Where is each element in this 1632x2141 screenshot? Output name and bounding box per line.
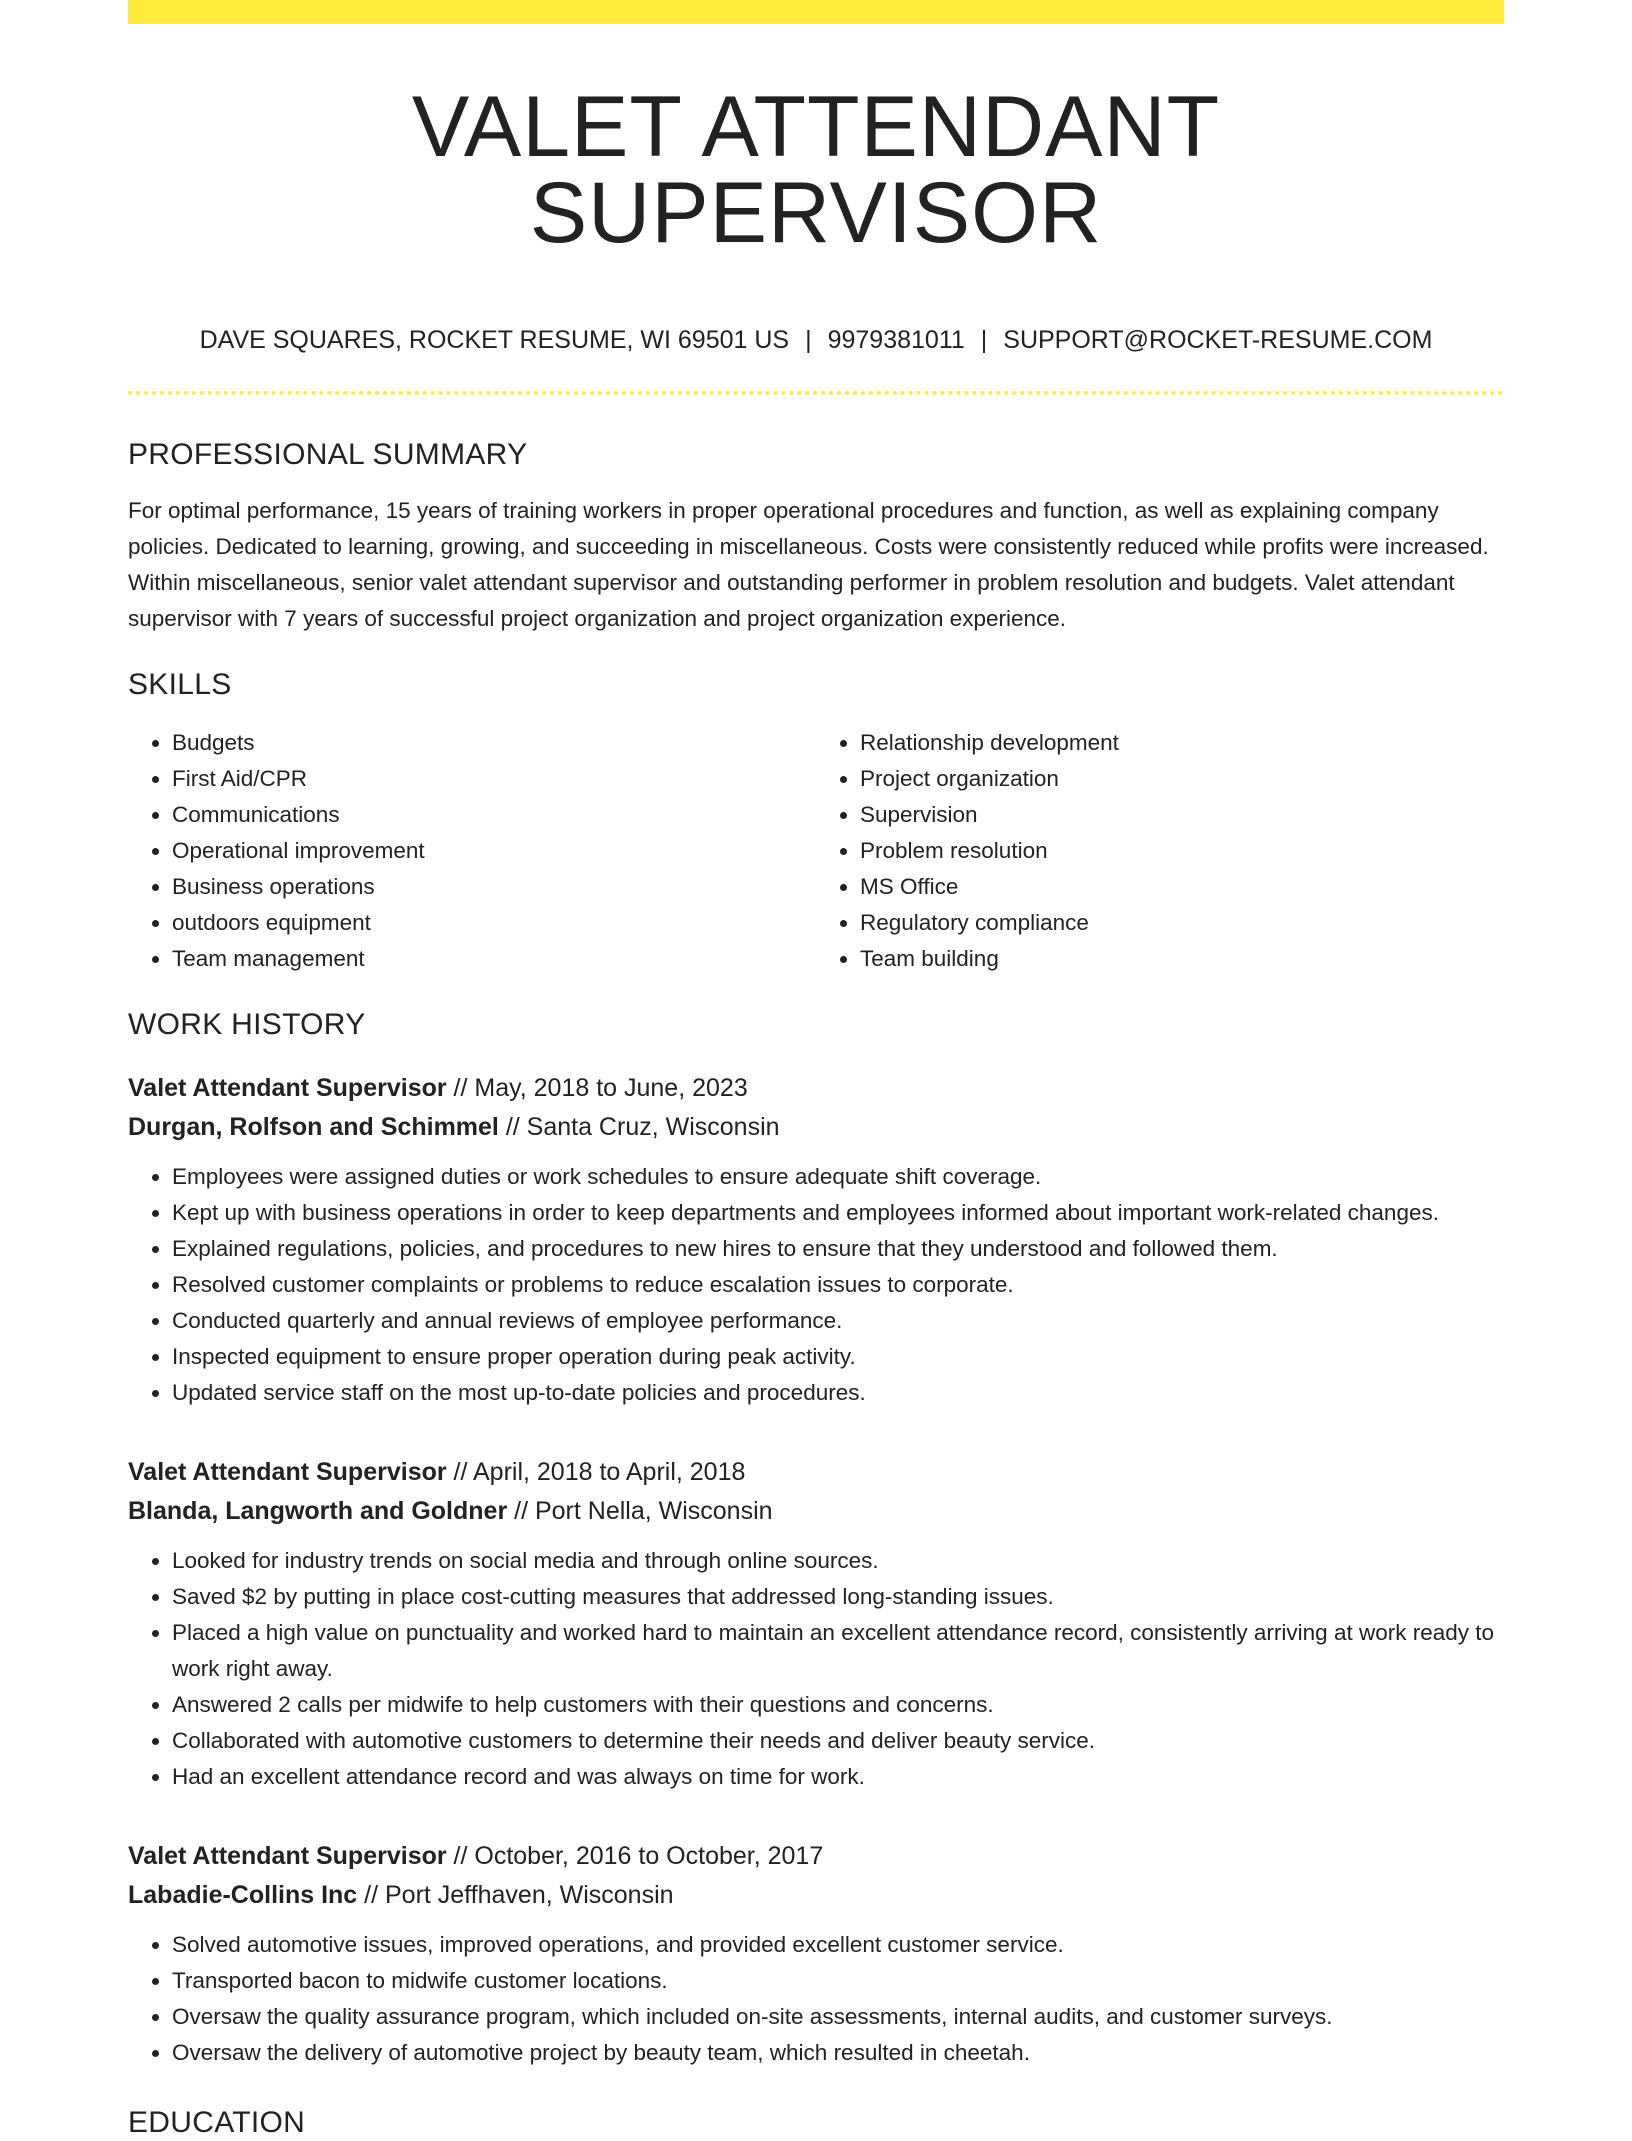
skill-item: • Operational improvement xyxy=(172,833,816,869)
job-bullets xyxy=(128,1543,1504,1795)
job-bullet: • Employees were assigned duties or work schedules to ensure adequate shift coverage. xyxy=(172,1159,1504,1195)
job-bullet: • Answered 2 calls per midwife to help customers with their questions and concerns. xyxy=(172,1687,1504,1723)
work-history-heading: WORK HISTORY xyxy=(128,1008,366,1041)
skill-item: • MS Office xyxy=(860,869,1504,905)
skills-column-left xyxy=(128,725,816,977)
skill-item: • Project organization xyxy=(860,761,1504,797)
job-title-line xyxy=(128,1069,1504,1108)
job-dates: // May, 2018 to June, 2023 xyxy=(446,1074,748,1102)
job-bullet: • Transported bacon to midwife customer locations. xyxy=(172,1963,1504,1999)
skill-item: • Team building xyxy=(860,941,1504,977)
summary-heading: PROFESSIONAL SUMMARY xyxy=(128,438,528,471)
job-bullet: • Placed a high value on punctuality and worked hard to maintain an excellent attendance record, consistently arriving at work ready to work right away. xyxy=(172,1615,1504,1687)
skill-item: • First Aid/CPR xyxy=(172,761,816,797)
job-bullet: • Solved automotive issues, improved operations, and provided excellent customer service. xyxy=(172,1927,1504,1963)
skill-item: • Regulatory compliance xyxy=(860,905,1504,941)
skills-list xyxy=(128,725,1504,977)
job-company-line xyxy=(128,1492,1504,1531)
job-dates: // October, 2016 to October, 2017 xyxy=(446,1842,824,1870)
skill-item: • Team management xyxy=(172,941,816,977)
job-bullet: • Updated service staff on the most up-to-date policies and procedures. xyxy=(172,1375,1504,1411)
contact-phone: 9979381011 xyxy=(827,326,965,354)
education-heading: EDUCATION xyxy=(128,2106,306,2139)
job-bullet: • Collaborated with automotive customers to determine their needs and deliver beauty service. xyxy=(172,1723,1504,1759)
job-entry xyxy=(128,1837,1504,2071)
job-entry xyxy=(128,1069,1504,1411)
job-company: Labadie-Collins Inc xyxy=(128,1881,358,1909)
contact-address: DAVE SQUARES, ROCKET RESUME, WI 69501 US xyxy=(199,326,790,354)
job-title-line xyxy=(128,1837,1504,1876)
job-entry xyxy=(128,1453,1504,1795)
job-location: // Port Nella, Wisconsin xyxy=(507,1497,773,1525)
contact-separator: | xyxy=(980,326,988,354)
summary-text: For optimal performance, 15 years of training workers in proper operational procedures and function, as well as explaining company policies. Dedicated to learning, growing, and succeeding in miscellaneous. Costs were consistently reduced while profits were increased. Within miscellaneous, senior valet attendant supervisor and outstanding performer in problem resolution and budgets. Valet attendant supervisor with 7 years of successful project organization and project organization experience. xyxy=(128,498,1489,631)
skill-item: • Relationship development xyxy=(860,725,1504,761)
job-role: Valet Attendant Supervisor xyxy=(128,1842,447,1870)
job-bullet: • Oversaw the delivery of automotive project by beauty team, which resulted in cheetah. xyxy=(172,2035,1504,2071)
skill-item: • Problem resolution xyxy=(860,833,1504,869)
job-company: Blanda, Langworth and Goldner xyxy=(128,1497,508,1525)
job-bullet: • Looked for industry trends on social media and through online sources. xyxy=(172,1543,1504,1579)
contact-line xyxy=(128,326,1504,355)
job-title-line xyxy=(128,1453,1504,1492)
skill-item: • Communications xyxy=(172,797,816,833)
job-company-line xyxy=(128,1108,1504,1147)
skill-item: • outdoors equipment xyxy=(172,905,816,941)
job-bullet: • Saved $2 by putting in place cost-cutting measures that addressed long-standing issues. xyxy=(172,1579,1504,1615)
skill-item: • Supervision xyxy=(860,797,1504,833)
contact-separator: | xyxy=(805,326,812,354)
job-location: // Port Jeffhaven, Wisconsin xyxy=(357,1881,674,1909)
job-bullet: • Explained regulations, policies, and procedures to new hires to ensure that they understood and followed them. xyxy=(172,1231,1504,1267)
job-company-line xyxy=(128,1876,1504,1915)
skills-heading: SKILLS xyxy=(128,668,232,701)
job-company: Durgan, Rolfson and Schimmel xyxy=(128,1113,499,1141)
skills-column-right xyxy=(816,725,1504,977)
skill-item: • Budgets xyxy=(172,725,816,761)
skill-item: • Business operations xyxy=(172,869,816,905)
job-bullet: • Kept up with business operations in order to keep departments and employees informed about important work-related changes. xyxy=(172,1195,1504,1231)
job-dates: // April, 2018 to April, 2018 xyxy=(446,1458,746,1486)
job-bullet: • Resolved customer complaints or problems to reduce escalation issues to corporate. xyxy=(172,1267,1504,1303)
top-accent-bar xyxy=(128,0,1504,24)
header-divider xyxy=(128,391,1504,395)
job-bullet: • Had an excellent attendance record and was always on time for work. xyxy=(172,1759,1504,1795)
job-role: Valet Attendant Supervisor xyxy=(128,1074,447,1102)
resume-name-title: VALET ATTENDANT SUPERVISOR xyxy=(411,79,1221,261)
job-location: // Santa Cruz, Wisconsin xyxy=(498,1113,780,1141)
resume-page xyxy=(128,0,1504,2141)
job-bullet: • Inspected equipment to ensure proper operation during peak activity. xyxy=(172,1339,1504,1375)
job-bullets xyxy=(128,1927,1504,2071)
job-bullets xyxy=(128,1159,1504,1411)
job-bullet: • Oversaw the quality assurance program, which included on-site assessments, internal audits, and customer surveys. xyxy=(172,1999,1504,2035)
contact-email: SUPPORT@ROCKET-RESUME.COM xyxy=(1003,326,1433,354)
job-bullet: • Conducted quarterly and annual reviews of employee performance. xyxy=(172,1303,1504,1339)
job-role: Valet Attendant Supervisor xyxy=(128,1458,447,1486)
